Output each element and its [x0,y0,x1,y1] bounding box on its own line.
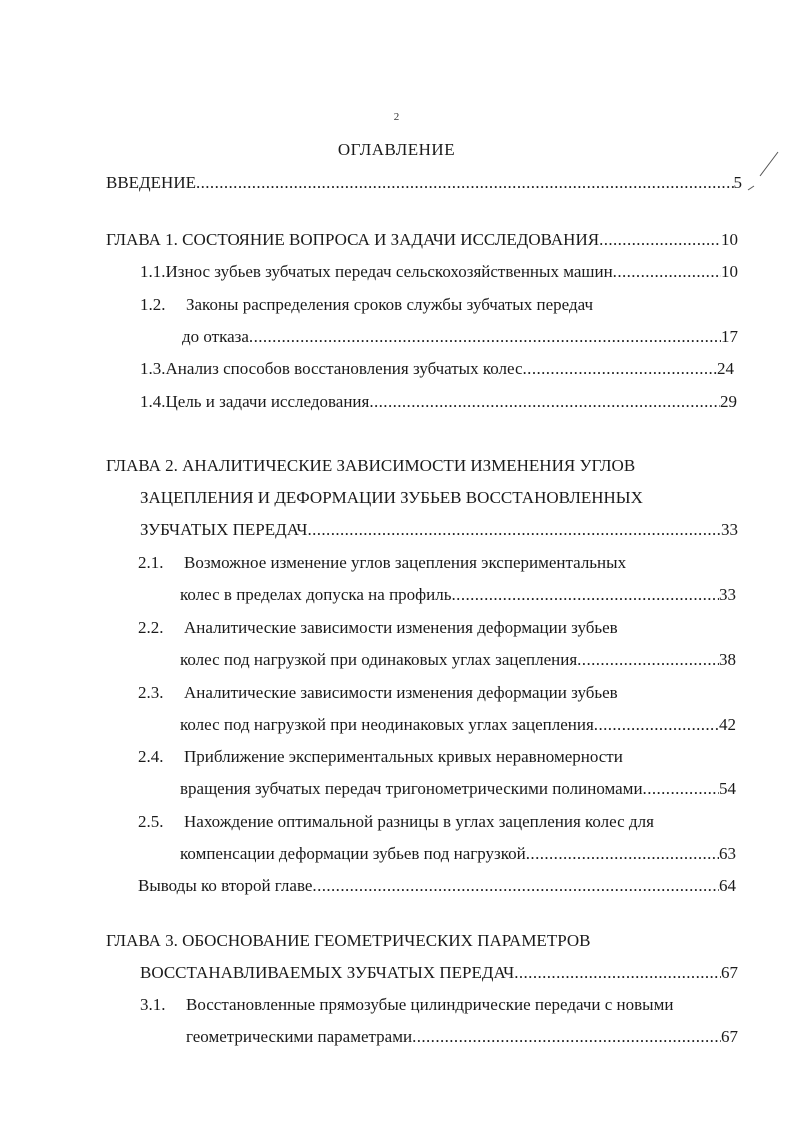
chapter-title: ВОССТАНАВЛИВАЕМЫХ ЗУБЧАТЫХ ПЕРЕДАЧ [140,963,515,982]
toc-section-3-1-cont[interactable] [186,1026,738,1048]
toc-entry-page: 67 [721,1027,738,1046]
leader-dots [594,714,719,736]
toc-entry-page: 33 [721,520,738,539]
section-title: Аналитические зависимости изменения деформации зубьев [184,618,618,637]
chapter-title: ЗУБЧАТЫХ ПЕРЕДАЧ [140,520,308,539]
section-title: Аналитические зависимости изменения деформации зубьев [184,683,618,702]
toc-entry-page: 64 [719,876,736,895]
toc-entry-intro[interactable] [106,172,742,194]
toc-chapter-2-title-1[interactable]: ГЛАВА 2. АНАЛИТИЧЕСКИЕ ЗАВИСИМОСТИ ИЗМЕНЕНИЯ УГЛОВ [106,456,636,475]
section-title: Восстановленные прямозубые цилиндрические передачи с новыми [186,995,674,1014]
section-title: Выводы ко второй главе [138,876,313,895]
toc-section-2-1-cont[interactable] [180,584,736,606]
section-number: 1.4. [140,392,166,411]
section-number: 2.5. [138,812,164,831]
leader-dots [643,778,719,800]
leader-dots [523,358,717,380]
section-title: Законы распределения сроков службы зубчатых передач [186,295,594,314]
leader-dots [526,843,719,865]
section-number: 2.2. [138,618,164,637]
section-number: 1.2. [140,295,166,314]
leader-dots [249,326,721,348]
toc-section-2-4[interactable] [138,746,623,768]
toc-entry-page: 24 [717,359,734,378]
section-number: 2.4. [138,747,164,766]
toc-entry-page: 63 [719,844,736,863]
section-number: 3.1. [140,995,166,1014]
section-title: Цель и задачи исследования [165,392,370,411]
toc-section-2-2-cont[interactable] [180,649,736,671]
toc-title: ОГЛАВЛЕНИЕ [337,140,456,159]
section-title-cont: геометрическими параметрами [186,1027,413,1046]
toc-chapter-3[interactable] [140,962,738,984]
toc-entry-page: 10 [721,262,738,281]
toc-chapter-2[interactable] [140,519,738,541]
toc-section-2-1[interactable] [138,552,626,574]
toc-chapter-3-title-1[interactable]: ГЛАВА 3. ОБОСНОВАНИЕ ГЕОМЕТРИЧЕСКИХ ПАРАМЕТРОВ [106,931,591,950]
toc-entry-page: 38 [719,650,736,669]
section-title: Износ зубьев зубчатых передач сельскохозяйственных машин [165,262,613,281]
toc-section-1-3[interactable] [140,358,734,380]
leader-dots [307,519,721,541]
leader-dots [196,172,734,194]
section-title-cont: компенсации деформации зубьев под нагрузкой [180,844,526,863]
toc-section-2-5-cont[interactable] [180,843,736,865]
toc-entry-page: 17 [721,327,738,346]
section-number: 2.3. [138,683,164,702]
toc-entry-page: 67 [721,963,738,982]
page-number: 2 [393,111,400,123]
pen-mark-icon [742,150,782,192]
section-title-cont: колес под нагрузкой при одинаковых углах зацепления [180,650,578,669]
leader-dots [514,962,721,984]
section-title-cont: колес под нагрузкой при неодинаковых углах зацепления [180,715,594,734]
toc-section-2-3[interactable] [138,682,618,704]
leader-dots [312,875,719,897]
section-number: 1.3. [140,359,166,378]
leader-dots [577,649,719,671]
section-title-cont: до отказа [182,327,249,346]
toc-section-1-4[interactable] [140,391,737,413]
section-title: Нахождение оптимальной разницы в углах зацепления колес для [184,812,654,831]
leader-dots [613,261,721,283]
toc-section-2-5[interactable] [138,811,654,833]
chapter-title: ГЛАВА 1. СОСТОЯНИЕ ВОПРОСА И ЗАДАЧИ ИССЛЕДОВАНИЯ [106,230,600,249]
section-number: 1.1. [140,262,166,281]
toc-entry-page: 54 [719,779,736,798]
section-title: Возможное изменение углов зацепления экспериментальных [184,553,627,572]
toc-entry-text: ВВЕДЕНИЕ [106,173,196,192]
section-title-cont: колес в пределах допуска на профиль [180,585,452,604]
toc-section-3-1[interactable] [140,994,673,1016]
section-title: Анализ способов восстановления зубчатых колес [165,359,523,378]
section-number: 2.1. [138,553,164,572]
toc-section-1-2-cont[interactable] [182,326,738,348]
toc-chapter-1[interactable] [106,229,738,251]
toc-conclusion-2[interactable] [138,875,736,897]
toc-entry-page: 42 [719,715,736,734]
toc-section-2-2[interactable] [138,617,618,639]
leader-dots [369,391,720,413]
toc-entry-page: 33 [719,585,736,604]
leader-dots [412,1026,721,1048]
toc-entry-page: 29 [720,392,737,411]
leader-dots [599,229,721,251]
toc-section-2-4-cont[interactable] [180,778,736,800]
section-title-cont: вращения зубчатых передач тригонометрическими полиномами [180,779,643,798]
leader-dots [452,584,719,606]
toc-entry-page: 10 [721,230,738,249]
toc-section-2-3-cont[interactable] [180,714,736,736]
section-title: Приближение экспериментальных кривых неравномерности [184,747,623,766]
toc-section-1-1[interactable] [140,261,738,283]
toc-section-1-2[interactable] [140,294,593,316]
toc-entry-page: 5 [733,173,742,192]
toc-chapter-2-title-2[interactable]: ЗАЦЕПЛЕНИЯ И ДЕФОРМАЦИИ ЗУБЬЕВ ВОССТАНОВЛЕННЫХ [140,488,643,507]
